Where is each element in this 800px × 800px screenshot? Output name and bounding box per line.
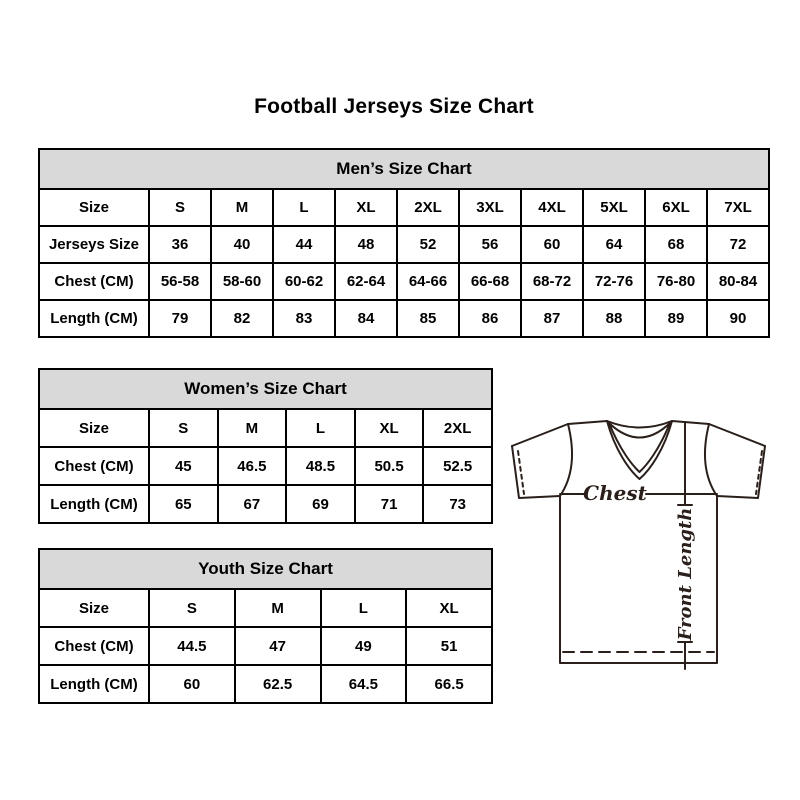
value-cell: 7XL xyxy=(707,189,769,226)
mens-chart-title: Men’s Size Chart xyxy=(39,149,769,189)
value-cell: M xyxy=(211,189,273,226)
value-cell: 44.5 xyxy=(149,627,235,665)
value-cell: 82 xyxy=(211,300,273,337)
value-cell: 64.5 xyxy=(321,665,407,703)
value-cell: 3XL xyxy=(459,189,521,226)
value-cell: 2XL xyxy=(397,189,459,226)
row-label-cell: Length (CM) xyxy=(39,665,149,703)
womens-size-table xyxy=(38,368,493,524)
value-cell: 6XL xyxy=(645,189,707,226)
row-label-cell: Length (CM) xyxy=(39,300,149,337)
jersey-measurement-diagram xyxy=(505,406,775,674)
value-cell: 47 xyxy=(235,627,321,665)
youth-chart-title: Youth Size Chart xyxy=(39,549,492,589)
value-cell: 60-62 xyxy=(273,263,335,300)
value-cell: 60 xyxy=(149,665,235,703)
value-cell: 69 xyxy=(286,485,355,523)
value-cell: 45 xyxy=(149,447,218,485)
value-cell: 60 xyxy=(521,226,583,263)
value-cell: 2XL xyxy=(423,409,492,447)
value-cell: 5XL xyxy=(583,189,645,226)
value-cell: S xyxy=(149,189,211,226)
value-cell: 64 xyxy=(583,226,645,263)
value-cell: 40 xyxy=(211,226,273,263)
left-cuff-stitch xyxy=(518,451,524,494)
value-cell: 88 xyxy=(583,300,645,337)
page-title: Football Jerseys Size Chart xyxy=(254,95,534,118)
value-cell: 66.5 xyxy=(406,665,492,703)
value-cell: 50.5 xyxy=(355,447,424,485)
value-cell: 68 xyxy=(645,226,707,263)
row-label-cell: Jerseys Size xyxy=(39,226,149,263)
jersey-outline xyxy=(512,421,765,669)
value-cell: S xyxy=(149,409,218,447)
row-label-cell: Chest (CM) xyxy=(39,447,149,485)
value-cell: L xyxy=(273,189,335,226)
row-label-cell: Size xyxy=(39,409,149,447)
value-cell: M xyxy=(218,409,287,447)
value-cell: 89 xyxy=(645,300,707,337)
value-cell: 66-68 xyxy=(459,263,521,300)
value-cell: 49 xyxy=(321,627,407,665)
value-cell: 65 xyxy=(149,485,218,523)
value-cell: L xyxy=(286,409,355,447)
value-cell: 80-84 xyxy=(707,263,769,300)
value-cell: M xyxy=(235,589,321,627)
value-cell: 87 xyxy=(521,300,583,337)
value-cell: 68-72 xyxy=(521,263,583,300)
value-cell: 67 xyxy=(218,485,287,523)
mens-table-row xyxy=(39,300,769,337)
value-cell: 58-60 xyxy=(211,263,273,300)
value-cell: 51 xyxy=(406,627,492,665)
value-cell: 56 xyxy=(459,226,521,263)
value-cell: 4XL xyxy=(521,189,583,226)
value-cell: 56-58 xyxy=(149,263,211,300)
youth-size-table xyxy=(38,548,493,704)
value-cell: XL xyxy=(406,589,492,627)
row-label-cell: Chest (CM) xyxy=(39,627,149,665)
value-cell: 64-66 xyxy=(397,263,459,300)
womens-chart-title: Women’s Size Chart xyxy=(39,369,492,409)
row-label-cell: Chest (CM) xyxy=(39,263,149,300)
value-cell: 48 xyxy=(335,226,397,263)
row-label-cell: Length (CM) xyxy=(39,485,149,523)
womens-table-row xyxy=(39,447,492,485)
value-cell: 52 xyxy=(397,226,459,263)
value-cell: 46.5 xyxy=(218,447,287,485)
value-cell: 44 xyxy=(273,226,335,263)
value-cell: 72 xyxy=(707,226,769,263)
value-cell: 84 xyxy=(335,300,397,337)
womens-table-row xyxy=(39,485,492,523)
chest-label: Chest xyxy=(583,481,647,505)
youth-table-row xyxy=(39,589,492,627)
value-cell: L xyxy=(321,589,407,627)
value-cell: 36 xyxy=(149,226,211,263)
youth-table-row xyxy=(39,627,492,665)
front-length-label: Front Length xyxy=(675,507,696,641)
value-cell: 83 xyxy=(273,300,335,337)
mens-table-row xyxy=(39,263,769,300)
row-label-cell: Size xyxy=(39,589,149,627)
value-cell: XL xyxy=(355,409,424,447)
value-cell: 79 xyxy=(149,300,211,337)
value-cell: 85 xyxy=(397,300,459,337)
value-cell: 62-64 xyxy=(335,263,397,300)
value-cell: 71 xyxy=(355,485,424,523)
value-cell: S xyxy=(149,589,235,627)
value-cell: 62.5 xyxy=(235,665,321,703)
value-cell: 90 xyxy=(707,300,769,337)
value-cell: 52.5 xyxy=(423,447,492,485)
value-cell: 73 xyxy=(423,485,492,523)
mens-table-row xyxy=(39,189,769,226)
collar-arc-1 xyxy=(607,421,672,428)
row-label-cell: Size xyxy=(39,189,149,226)
mens-table-row xyxy=(39,226,769,263)
womens-table-row xyxy=(39,409,492,447)
value-cell: 86 xyxy=(459,300,521,337)
value-cell: 72-76 xyxy=(583,263,645,300)
value-cell: 48.5 xyxy=(286,447,355,485)
value-cell: XL xyxy=(335,189,397,226)
mens-size-table xyxy=(38,148,770,338)
value-cell: 76-80 xyxy=(645,263,707,300)
youth-table-row xyxy=(39,665,492,703)
